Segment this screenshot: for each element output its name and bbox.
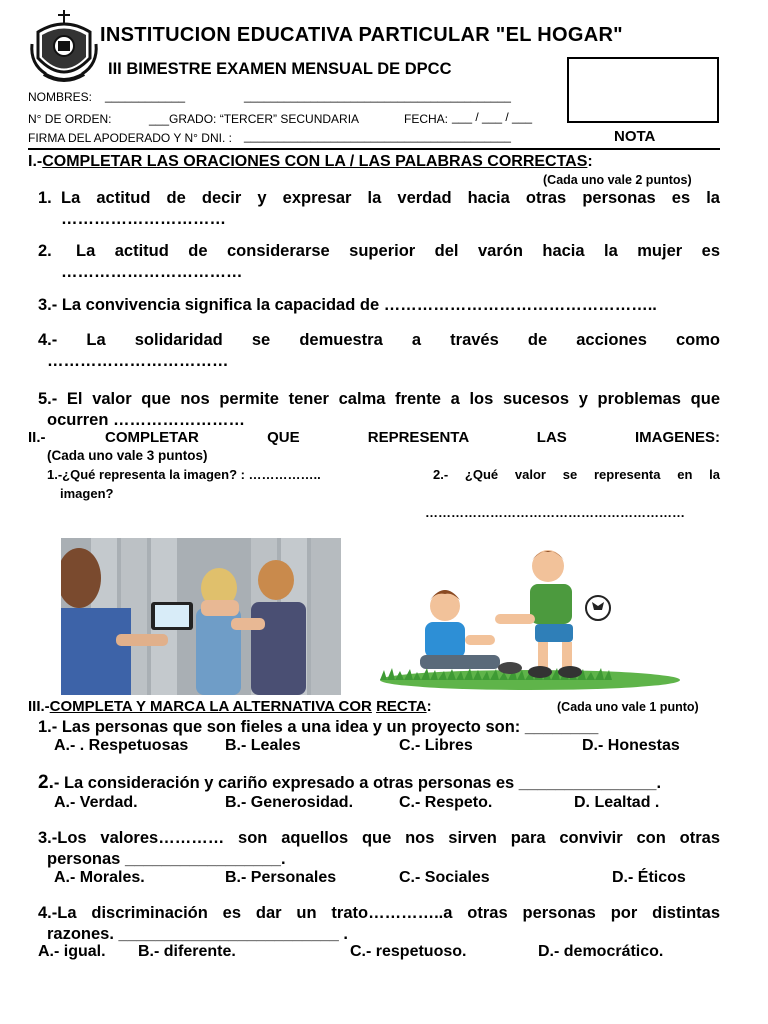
section1-colon: : <box>587 153 593 170</box>
s3-q3-option-d[interactable]: D.- Éticos <box>612 869 686 886</box>
section2-points: (Cada uno vale 3 puntos) <box>47 448 208 463</box>
s3-q1-option-b[interactable]: B.- Leales <box>225 737 301 754</box>
s3-q4-blank[interactable]: razones. ________________________ . <box>47 925 348 943</box>
grado-text: ___GRADO: “TERCER” SECUNDARIA <box>149 112 360 126</box>
fecha-label: FECHA: <box>404 112 449 126</box>
s2-q1-cont: imagen? <box>60 486 114 501</box>
s1-q2-number: 2. <box>38 242 52 260</box>
section3-title-text-2: RECTA <box>376 698 427 715</box>
section2-number: II.- <box>28 429 46 446</box>
fecha-blanks[interactable]: ___ / ___ / ___ <box>452 110 533 124</box>
section3-title-text: COMPLETA Y MARCA LA ALTERNATIVA COR <box>49 698 372 715</box>
s2-answer-line[interactable]: …………………………………………………… <box>425 505 685 520</box>
nombres-line[interactable]: ____________ <box>105 89 186 103</box>
firma-line[interactable]: ________________________________________ <box>244 129 511 143</box>
section1-number: I.- <box>28 153 43 170</box>
grade-box <box>567 57 719 123</box>
s1-q5-blank[interactable]: ocurren …………………… <box>47 411 246 429</box>
section3-number: III.- <box>28 698 50 715</box>
s1-q4-text: 4.- La solidaridad se demuestra a través de acciones como <box>38 331 720 349</box>
section3-title <box>28 698 432 715</box>
s1-q4-blank[interactable]: …………………………… <box>47 352 229 370</box>
s3-q4-option-b[interactable]: B.- diferente. <box>138 943 236 960</box>
s3-q4-option-d[interactable]: D.- democrático. <box>538 943 664 960</box>
firma-label: FIRMA DEL APODERADO Y N° DNI. : <box>28 131 232 145</box>
s3-q1-option-a[interactable]: A.- . Respetuosas <box>54 737 189 754</box>
s3-q2-option-d[interactable]: D. Lealtad . <box>574 794 660 811</box>
s3-q2 <box>38 772 661 794</box>
nombres-line-2[interactable]: ________________________________________ <box>244 89 511 103</box>
s1-q1-number: 1. <box>38 189 52 207</box>
s3-q1-option-c[interactable]: C.- Libres <box>399 737 473 754</box>
helping-illustration <box>370 540 680 695</box>
s1-q1-text: La actitud de decir y expresar la verdad hacia otras personas es la <box>61 189 720 207</box>
s3-q3-text: 3.-Los valores………… son aquellos que nos sirven para convivir con otras <box>38 829 720 847</box>
s3-q2-option-b[interactable]: B.- Generosidad. <box>225 794 354 811</box>
s3-q3-blank[interactable]: personas _________________. <box>47 850 286 868</box>
s3-q4-text: 4.-La discriminación es dar un trato…………..a otras personas por distintas <box>38 904 720 922</box>
s3-q3-option-a[interactable]: A.- Morales. <box>54 869 145 886</box>
s3-q2-option-a[interactable]: A.- Verdad. <box>54 794 138 811</box>
orden-label: N° DE ORDEN: <box>28 112 112 126</box>
school-logo <box>28 8 100 88</box>
s3-q4-option-c[interactable]: C.- respetuoso. <box>350 943 467 960</box>
s1-q1-blank[interactable]: ………………………… <box>61 210 226 228</box>
s3-q1: 1.- Las personas que son fieles a una idea y un proyecto son: ________ <box>38 718 599 736</box>
s1-q2-blank[interactable]: …………………………… <box>61 263 243 281</box>
s2-q1: 1.-¿Qué representa la imagen? : …………….. <box>47 467 321 482</box>
s1-q5-text: 5.- El valor que nos permite tener calma frente a los sucesos y problemas que <box>38 390 720 408</box>
s3-q1-option-d[interactable]: D.- Honestas <box>582 737 680 754</box>
nombres-label: NOMBRES: <box>28 90 93 104</box>
school-name: INSTITUCION EDUCATIVA PARTICULAR "EL HOGAR" <box>100 24 623 46</box>
exam-title: III BIMESTRE EXAMEN MENSUAL DE DPCC <box>108 60 452 78</box>
section1-points: (Cada uno vale 2 puntos) <box>543 173 692 187</box>
section2-title: COMPLETAR QUE REPRESENTA LAS IMAGENES: <box>105 429 720 446</box>
s2-q2: 2.- ¿Qué valor se representa en la <box>433 467 720 482</box>
s3-q2-number: 2. <box>38 772 54 793</box>
s3-q3-option-c[interactable]: C.- Sociales <box>399 869 490 886</box>
section3-points: (Cada uno vale 1 punto) <box>557 700 699 714</box>
header-divider <box>28 148 720 150</box>
s1-q2-text: La actitud de considerarse superior del varón hacia la mujer es <box>76 242 720 260</box>
s1-q3: 3.- La convivencia significa la capacidad de ………………………………………….. <box>38 296 657 314</box>
s3-q2-text: - La consideración y cariño expresado a otras personas es _______________. <box>53 774 662 792</box>
bullying-photo <box>61 538 341 695</box>
s3-q2-option-c[interactable]: C.- Respeto. <box>399 794 493 811</box>
section1-title-text: COMPLETAR LAS ORACIONES CON LA / LAS PALABRAS CORRECTAS <box>42 153 588 170</box>
nota-label: NOTA <box>614 128 656 145</box>
s3-q3-option-b[interactable]: B.- Personales <box>225 869 337 886</box>
s3-q4-option-a[interactable]: A.- igual. <box>38 943 106 960</box>
section3-colon: : <box>426 698 432 715</box>
section1-title <box>28 153 593 171</box>
